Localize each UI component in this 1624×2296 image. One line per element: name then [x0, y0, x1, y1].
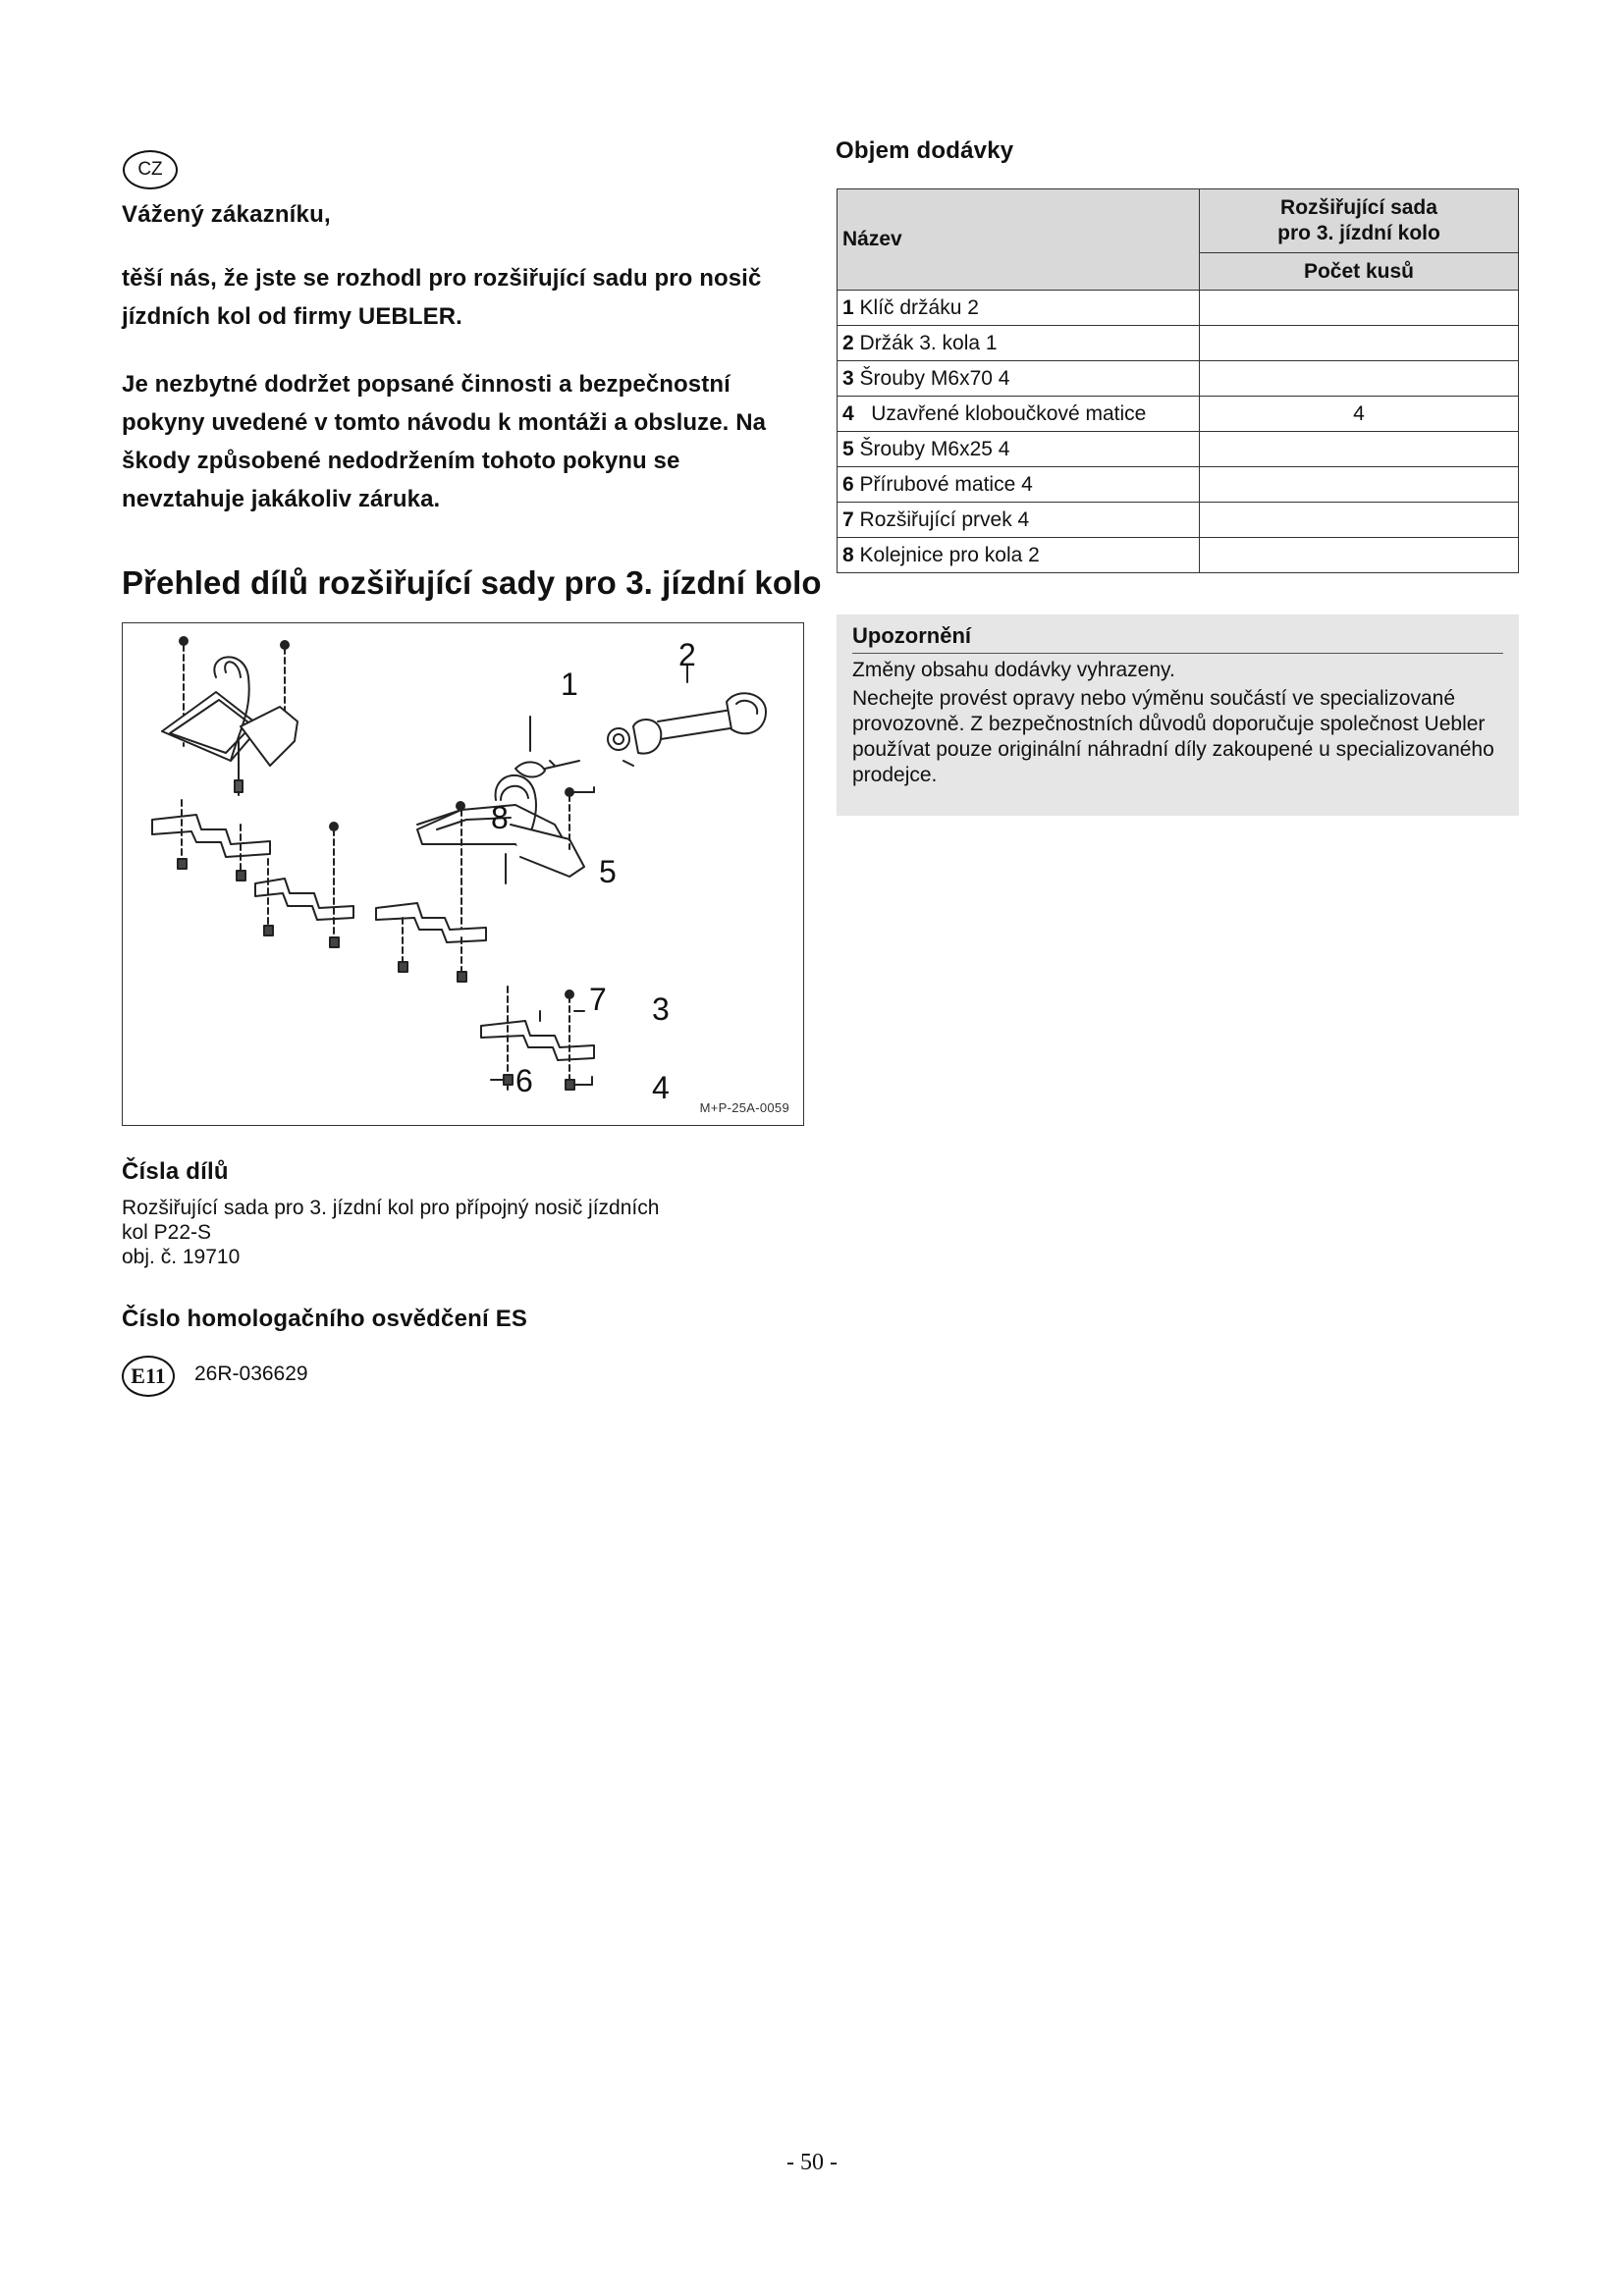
callout-8: 8 [491, 800, 509, 835]
item-text: Klíč držáku 2 [853, 295, 979, 319]
callout-5: 5 [599, 854, 617, 889]
item-name [838, 432, 1200, 467]
scope-header-row [838, 189, 1519, 253]
figure-code: M+P-25A-0059 [699, 1100, 789, 1115]
greeting: Vážený zákazníku, [122, 201, 331, 228]
item-qty [1200, 538, 1519, 573]
table-row [838, 503, 1519, 538]
table-row [838, 538, 1519, 573]
column-header-kit-line-1: Rozšiřující sada [1280, 196, 1437, 219]
item-number: 1 [842, 295, 854, 319]
item-qty [1200, 503, 1519, 538]
item-qty [1200, 291, 1519, 326]
table-row [838, 397, 1519, 432]
part-numbers-text [122, 1196, 760, 1269]
notice-line: Změny obsahu dodávky vyhrazeny. [852, 659, 1175, 681]
overview-title: Přehled dílů rozšiřující sady pro 3. jízdní kolo [122, 564, 822, 601]
callout-6: 6 [515, 1063, 533, 1098]
item-text: Držák 3. kola 1 [853, 331, 998, 354]
scope-table [837, 188, 1519, 573]
part-numbers-line-2: kol P22-S [122, 1221, 212, 1244]
parts-drawing [123, 623, 805, 1127]
part-numbers-title: Čísla dílů [122, 1158, 229, 1185]
item-number: 3 [842, 366, 854, 390]
item-text: Šrouby M6x25 4 [853, 437, 1010, 460]
item-text: Uzavřené kloboučkové matice [853, 401, 1147, 425]
table-row [838, 467, 1519, 503]
column-header-name: Název [838, 189, 1200, 291]
column-header-kit-line-2: pro 3. jízdní kolo [1277, 222, 1440, 244]
page-number: - 50 - [786, 2150, 838, 2175]
item-qty [1200, 326, 1519, 361]
item-name [838, 538, 1200, 573]
table-row [838, 361, 1519, 397]
item-name [838, 326, 1200, 361]
item-name [838, 397, 1200, 432]
item-name [838, 503, 1200, 538]
e-mark-badge: E11 [122, 1356, 175, 1397]
scope-title: Objem dodávky [836, 137, 1014, 164]
item-name [838, 361, 1200, 397]
item-text: Kolejnice pro kola 2 [853, 543, 1040, 566]
item-name [838, 291, 1200, 326]
column-header-kit [1200, 189, 1519, 253]
notice-box [837, 614, 1519, 816]
item-number: 4 [842, 401, 854, 425]
item-number: 7 [842, 507, 854, 531]
table-row [838, 432, 1519, 467]
table-row [838, 326, 1519, 361]
column-header-count: Počet kusů [1200, 253, 1519, 291]
item-number: 8 [842, 543, 854, 566]
item-number: 2 [842, 331, 854, 354]
item-qty: 4 [1200, 397, 1519, 432]
part-numbers-line-3: obj. č. 19710 [122, 1246, 241, 1268]
callout-2: 2 [678, 637, 696, 672]
item-qty [1200, 432, 1519, 467]
language-badge: CZ [123, 150, 178, 189]
callout-3: 3 [652, 991, 670, 1027]
item-number: 6 [842, 472, 854, 496]
item-text: Rozšiřující prvek 4 [853, 507, 1030, 531]
homologation-number: 26R-036629 [194, 1362, 308, 1385]
item-text: Šrouby M6x70 4 [853, 366, 1010, 390]
item-qty [1200, 467, 1519, 503]
notice-body: Nechejte provést opravy nebo výměnu součástí ve specializované provozovně. Z bezpečnostních důvodů doporučuje společnost Uebler používat pouze originální náhradní díly zakoupené u specializovaného prodejce. [852, 687, 1494, 786]
item-qty [1200, 361, 1519, 397]
item-name [838, 467, 1200, 503]
notice-title: Upozornění [852, 623, 1503, 654]
callout-4: 4 [652, 1070, 670, 1105]
callout-1: 1 [561, 667, 578, 702]
intro-paragraph-1: těší nás, že jste se rozhodl pro rozšiřující sadu pro nosič jízdních kol od firmy UEBLER. [122, 265, 762, 330]
part-numbers-line-1: Rozšiřující sada pro 3. jízdní kol pro přípojný nosič jízdních [122, 1197, 660, 1219]
homologation-title: Číslo homologačního osvědčení ES [122, 1306, 528, 1332]
item-number: 5 [842, 437, 854, 460]
parts-overview-figure [122, 622, 804, 1126]
intro-paragraph-2: Je nezbytné dodržet popsané činnosti a bezpečnostní pokyny uvedené v tomto návodu k montáži a obsluze. Na škody způsobené nedodržením tohoto pokynu se nevztahuje jakákoliv záruka. [122, 371, 767, 512]
callout-7: 7 [589, 982, 607, 1017]
table-row [838, 291, 1519, 326]
item-text: Přírubové matice 4 [853, 472, 1033, 496]
